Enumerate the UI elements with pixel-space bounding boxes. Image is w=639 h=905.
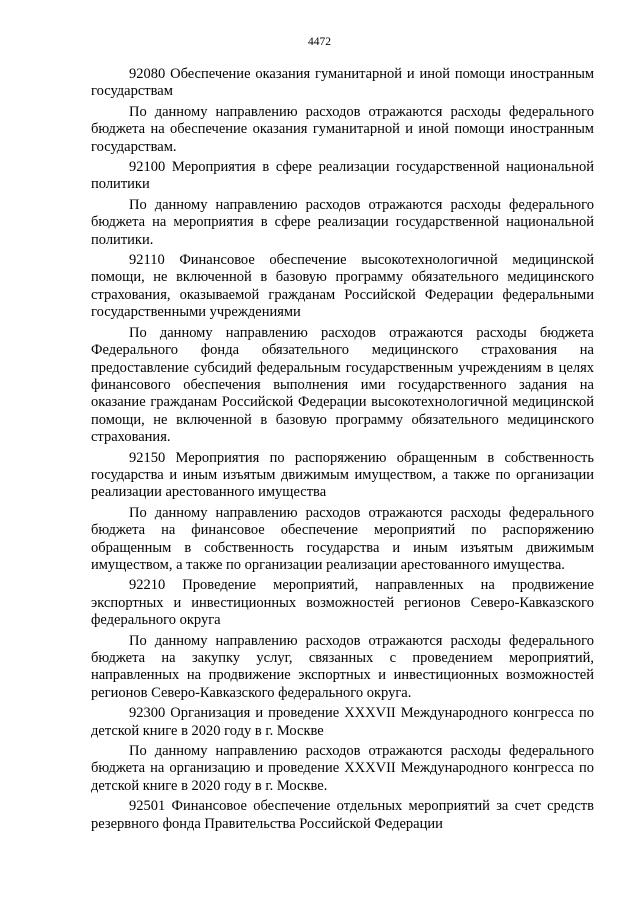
section-heading-92150: 92150 Мероприятия по распоряжению обращенным в собственность государства и иным изъятым движимым имуществом, а также по организации реализации арестованного имущества xyxy=(91,449,594,501)
section-body-92150: По данному направлению расходов отражаются расходы федерального бюджета на финансовое обеспечение мероприятий по распоряжению обращенным в собственность государства и иным изъятым движимым имуществом, а также по организации реализации арестованного имущества. xyxy=(91,504,594,573)
document-body xyxy=(91,66,594,833)
page-number: 4472 xyxy=(308,36,331,48)
section-heading-92110: 92110 Финансовое обеспечение высокотехнологичной медицинской помощи, не включенной в базовую программу обязательного медицинского страхования, оказываемой гражданам Российской Федерации федеральными государственными учреждениями xyxy=(91,252,594,321)
section-heading-92080: 92080 Обеспечение оказания гуманитарной и иной помощи иностранным государствам xyxy=(91,66,594,100)
section-body-92100: По данному направлению расходов отражаются расходы федерального бюджета на мероприятия в сфере реализации государственной национальной политики. xyxy=(91,196,594,248)
section-body-92110: По данному направлению расходов отражаются расходы бюджета Федерального фонда обязательного медицинского страхования на предоставление субсидий федеральным государственным учреждениям в целях финансового обеспечения выполнения ими государственного задания на оказание гражданам Российской Федерации высокотехнологичной медицинской помощи, не включенной в базовую программу обязательного медицинского страхования. xyxy=(91,324,594,446)
section-heading-92210: 92210 Проведение мероприятий, направленных на продвижение экспортных и инвестиционных возможностей регионов Северо-Кавказского федерального округа xyxy=(91,577,594,629)
section-body-92080: По данному направлению расходов отражаются расходы федерального бюджета на обеспечение оказания гуманитарной и иной помощи иностранным государствам. xyxy=(91,103,594,155)
section-heading-92300: 92300 Организация и проведение XXXVII Международного конгресса по детской книге в 2020 году в г. Москве xyxy=(91,705,594,739)
section-body-92210: По данному направлению расходов отражаются расходы федерального бюджета на закупку услуг, связанных с проведением мероприятий, направленных на продвижение экспортных и инвестиционных возможностей регионов Северо-Кавказского федерального округа. xyxy=(91,632,594,701)
section-body-92300: По данному направлению расходов отражаются расходы федерального бюджета на организацию и проведение XXXVII Международного конгресса по детской книге в 2020 году в г. Москве. xyxy=(91,743,594,794)
section-heading-92501: 92501 Финансовое обеспечение отдельных мероприятий за счет средств резервного фонда Правительства Российской Федерации xyxy=(91,798,594,832)
section-heading-92100: 92100 Мероприятия в сфере реализации государственной национальной политики xyxy=(91,159,594,193)
